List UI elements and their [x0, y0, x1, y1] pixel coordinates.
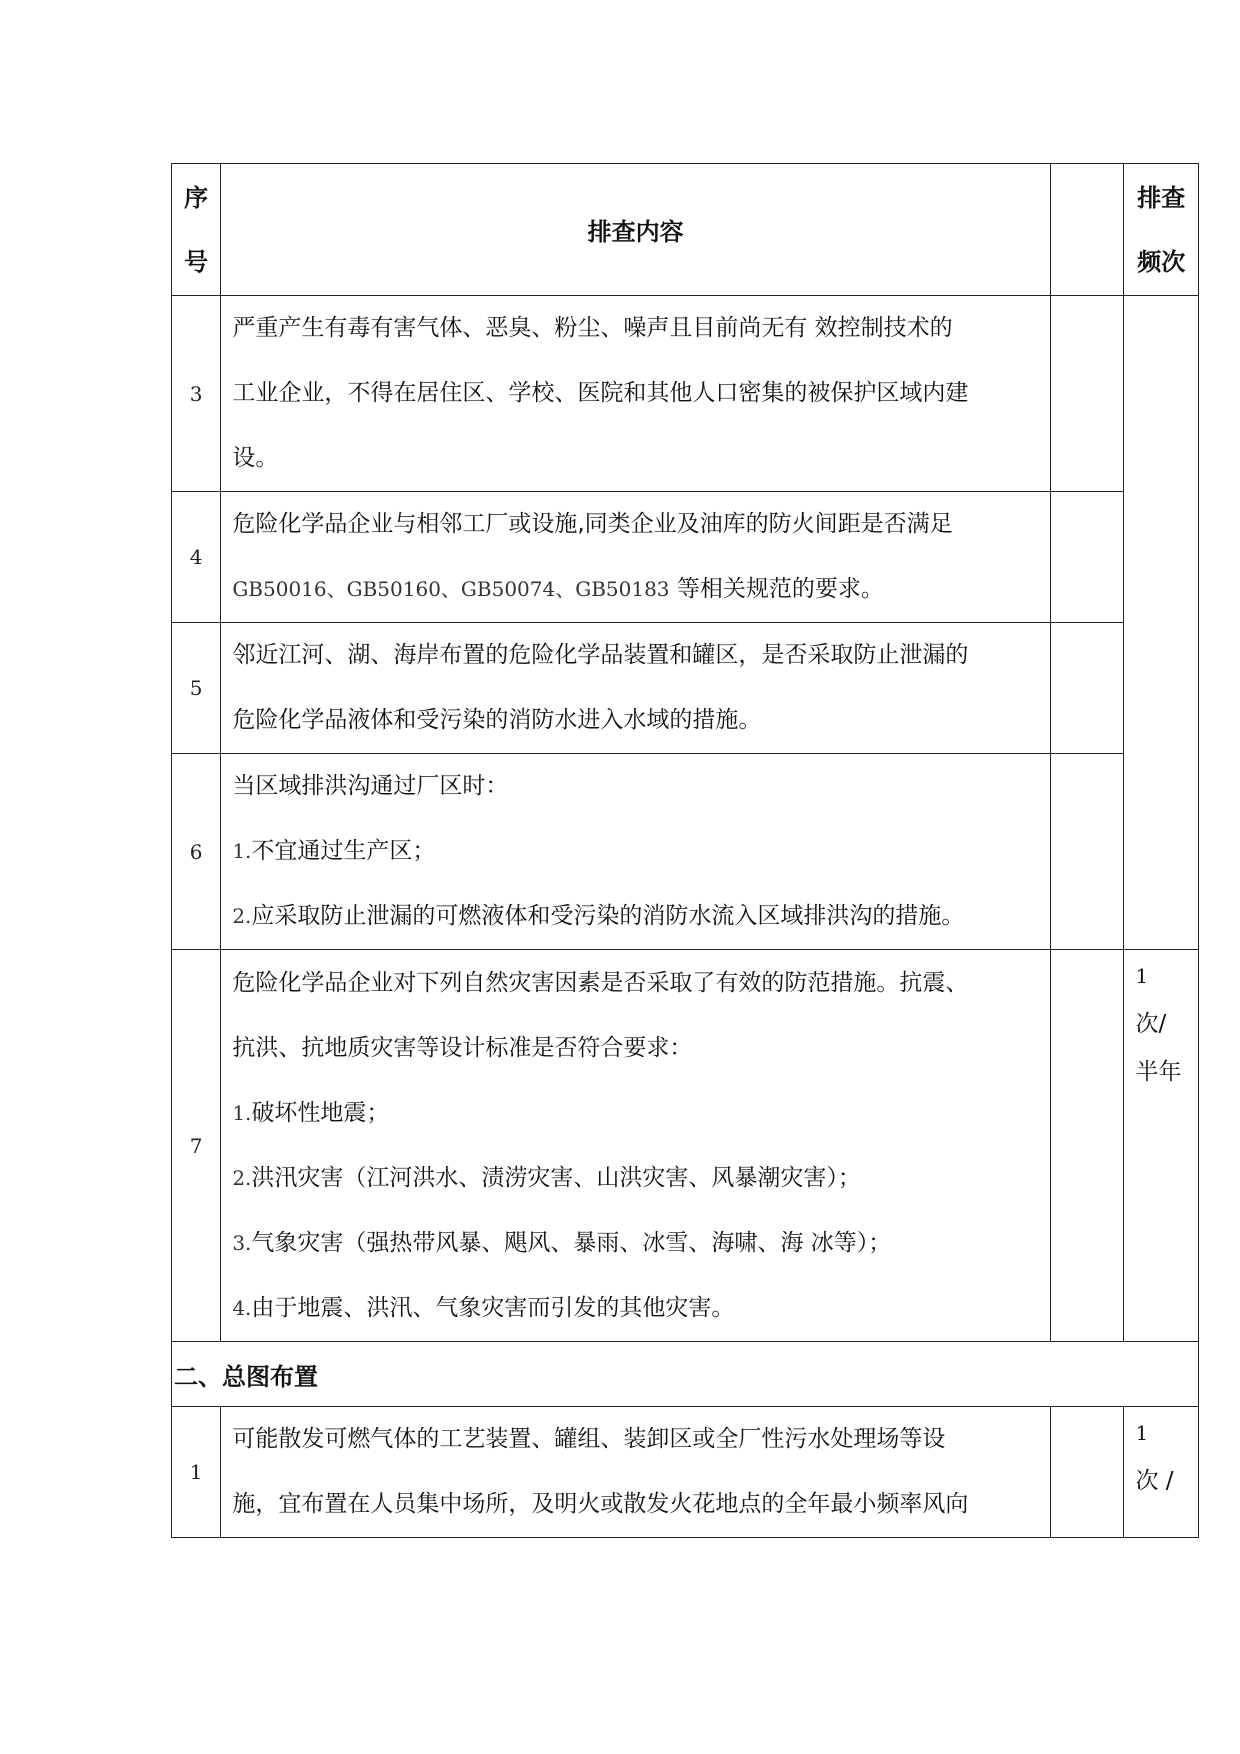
row-content: [221, 296, 1051, 492]
header-row: [172, 164, 1199, 296]
frequency-unit: 次 /: [1135, 1468, 1174, 1494]
row-number: 5: [172, 623, 221, 754]
frequency-number: 1: [1135, 964, 1149, 988]
content-line: 工业企业，不得在居住区、学校、医院和其他人口密集的被保护区域内建: [232, 380, 969, 406]
item-number: 4.: [232, 1295, 252, 1320]
header-number-line1: 序: [184, 183, 209, 212]
section-row: [172, 1342, 1199, 1407]
frequency-unit: 次/: [1135, 1011, 1167, 1037]
section-title: 二、总图布置: [172, 1342, 1199, 1407]
row-blank: [1050, 492, 1124, 623]
row-number: 1: [172, 1407, 221, 1538]
content-line: [232, 557, 1040, 622]
header-content: 排查内容: [221, 164, 1051, 296]
row-content: [221, 754, 1051, 950]
row-blank: [1050, 623, 1124, 754]
list-item: [232, 1276, 1040, 1341]
header-number: [172, 164, 221, 296]
item-text: 应采取防止泄漏的可燃液体和受污染的消防水流入区域排洪沟的措施。: [251, 903, 965, 929]
header-frequency-line2: 频次: [1137, 247, 1186, 276]
content-line: 危险化学品液体和受污染的消防水进入水域的措施。: [232, 707, 762, 733]
header-frequency-line1: 排查: [1137, 183, 1186, 212]
list-item: [232, 1081, 1040, 1146]
row-number: 4: [172, 492, 221, 623]
table-row: [172, 950, 1199, 1342]
item-number: 2.: [232, 1165, 252, 1190]
row-blank: [1050, 754, 1124, 950]
row-content: [221, 492, 1051, 623]
row-number: 6: [172, 754, 221, 950]
row-content: [221, 950, 1051, 1342]
table-row: [172, 623, 1199, 754]
item-text: 不宜通过生产区；: [251, 838, 436, 864]
content-line: 危险化学品企业对下列自然灾害因素是否采取了有效的防范措施。抗震、: [232, 969, 969, 996]
content-line: 可能散发可燃气体的工艺装置、罐组、装卸区或全厂性污水处理场等设: [232, 1426, 946, 1452]
item-text: 由于地震、洪汛、气象灾害而引发的其他灾害。: [251, 1294, 735, 1321]
header-frequency: [1124, 164, 1199, 296]
table-row: [172, 754, 1199, 950]
content-text: 等相关规范的要求。: [669, 576, 884, 602]
row-blank: [1050, 950, 1124, 1342]
row-content: [221, 1407, 1051, 1538]
item-number: 2.: [232, 904, 252, 928]
table-row: [172, 1407, 1199, 1538]
table-row: [172, 492, 1199, 623]
item-number: 3.: [232, 1230, 252, 1255]
content-line: 施，宜布置在人员集中场所，及明火或散发火花地点的全年最小频率风向: [232, 1491, 969, 1517]
item-text: 破坏性地震；: [251, 1099, 390, 1126]
item-text: 气象灾害（强热带风暴、飓风、暴雨、冰雪、海啸、海 冰等）；: [251, 1229, 892, 1256]
list-item: [232, 1211, 1040, 1276]
content-line: 抗洪、抗地质灾害等设计标准是否符合要求：: [232, 1034, 693, 1061]
header-number-line2: 号: [184, 247, 209, 276]
standard-codes: GB50016、GB50160、GB50074、GB50183: [232, 577, 670, 601]
row-number: 3: [172, 296, 221, 492]
row-frequency: [1124, 950, 1199, 1342]
list-item: [232, 884, 1040, 949]
content-line: 危险化学品企业与相邻工厂或设施,同类企业及油库的防火间距是否满足: [232, 511, 953, 537]
row-frequency-empty: [1124, 296, 1199, 950]
row-frequency: [1124, 1407, 1199, 1538]
row-number: 7: [172, 950, 221, 1342]
table-row: [172, 296, 1199, 492]
row-content: [221, 623, 1051, 754]
content-line: 设。: [232, 445, 279, 471]
content-line: 当区域排洪沟通过厂区时：: [232, 773, 509, 799]
list-item: [232, 1146, 1040, 1211]
item-number: 1.: [232, 1100, 252, 1125]
content-line: 严重产生有毒有害气体、恶臭、粉尘、噪声且目前尚无有 效控制技术的: [232, 315, 953, 341]
header-blank: [1050, 164, 1124, 296]
item-text: 洪汛灾害（江河洪水、渍涝灾害、山洪灾害、风暴潮灾害）；: [251, 1164, 861, 1191]
frequency-number: 1: [1135, 1421, 1149, 1445]
inspection-table: [171, 163, 1199, 1538]
item-number: 1.: [232, 839, 252, 863]
content-line: 邻近江河、湖、海岸布置的危险化学品装置和罐区，是否采取防止泄漏的: [232, 642, 969, 668]
frequency-period: 半年: [1135, 1059, 1182, 1085]
row-blank: [1050, 1407, 1124, 1538]
row-blank: [1050, 296, 1124, 492]
list-item: [232, 819, 1040, 884]
